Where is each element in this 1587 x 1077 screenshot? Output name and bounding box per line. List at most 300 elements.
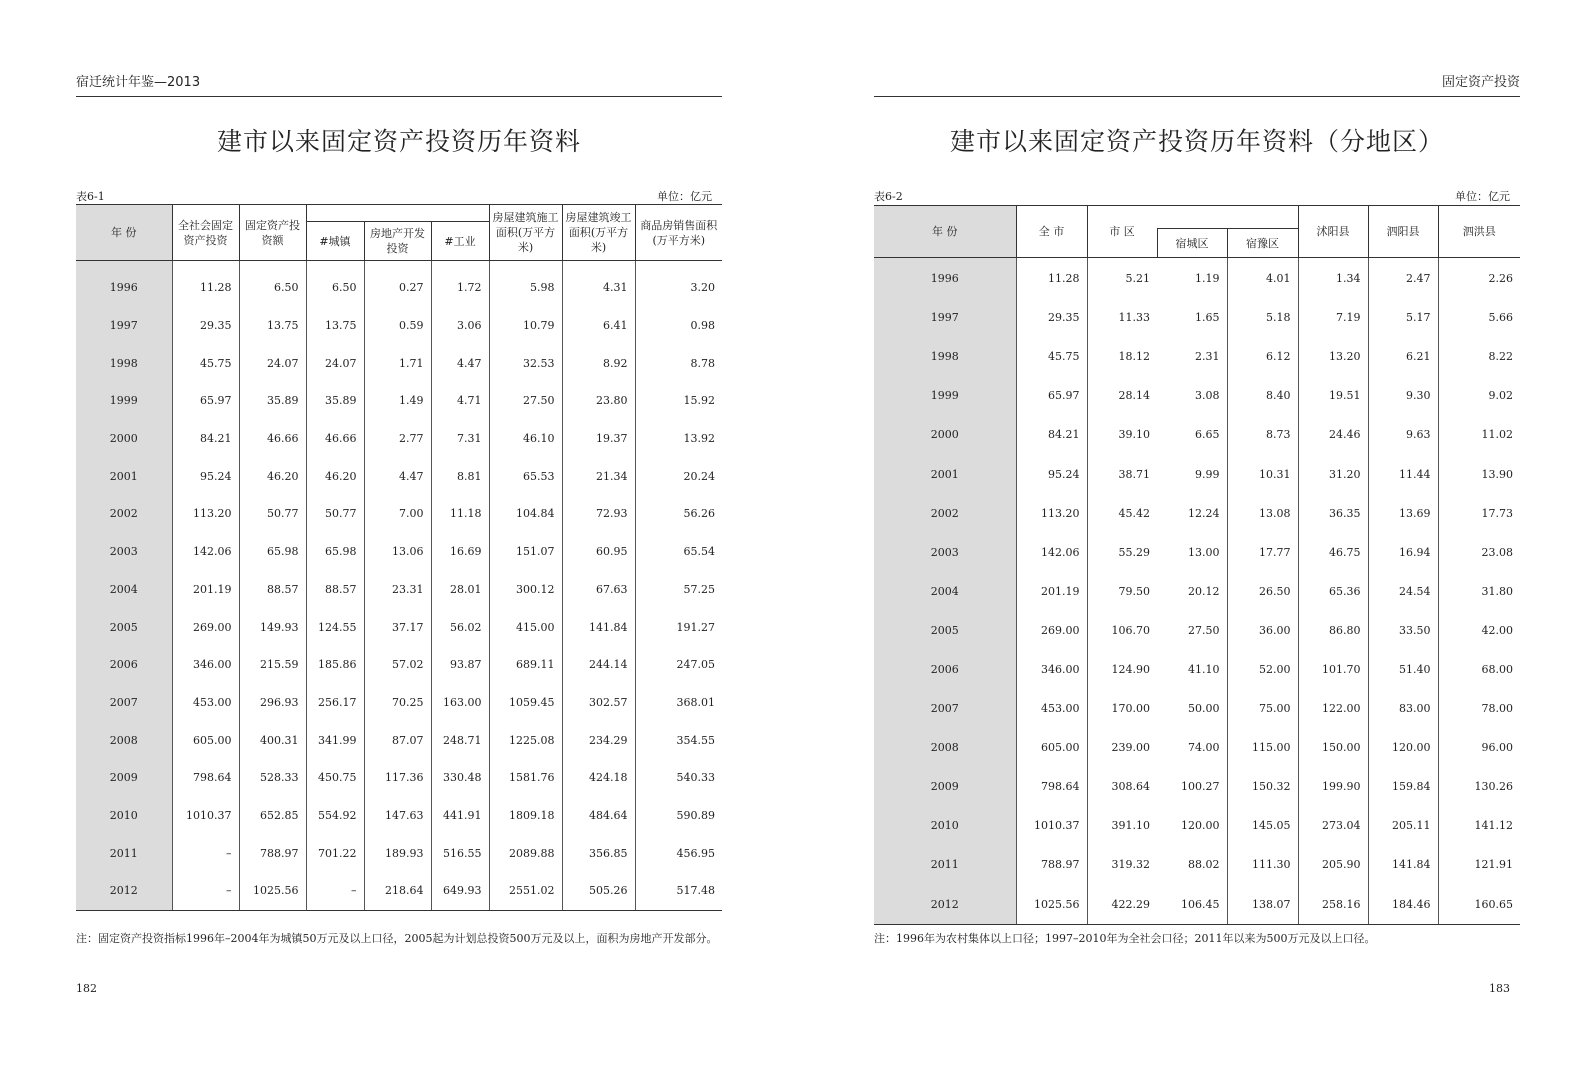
value-cell: 142.06 [1016, 533, 1087, 572]
value-cell: 13.75 [306, 307, 364, 345]
value-cell: 6.65 [1195, 428, 1220, 442]
value-cell: 201.19 [172, 571, 239, 609]
value-cell: 141.84 [1368, 845, 1438, 884]
value-cell: 11.28 [1016, 259, 1087, 298]
table-row [874, 806, 1520, 845]
value-cell: 505.26 [562, 872, 635, 910]
value-cell: 120.00 [1368, 728, 1438, 767]
value-cell: 29.35 [172, 307, 239, 345]
value-cell: 7.31 [431, 420, 489, 458]
year-cell: 2006 [874, 650, 1016, 689]
value-cell: – [306, 872, 364, 910]
value-cell: 13.92 [635, 420, 722, 458]
value-cell: 124.90 [1087, 650, 1157, 689]
value-cell: 2.77 [364, 420, 431, 458]
value-cell: 20.12 [1188, 584, 1220, 598]
value-cell: 300.12 [489, 571, 562, 609]
table-row [76, 684, 722, 722]
value-cell: 415.00 [489, 608, 562, 646]
value-cell: 163.00 [431, 684, 489, 722]
value-cell: 8.81 [431, 457, 489, 495]
running-head-right: 固定资产投资 [874, 74, 1520, 97]
value-cell: 24.54 [1368, 572, 1438, 611]
value-cell: 65.98 [239, 533, 306, 571]
value-cell: 50.00 [1188, 702, 1220, 716]
value-cell: 13.69 [1368, 494, 1438, 533]
value-cell: 215.59 [239, 646, 306, 684]
value-cell: 258.16 [1298, 885, 1368, 925]
year-cell: 2001 [874, 454, 1016, 493]
value-cell: 101.70 [1298, 650, 1368, 689]
table-row [874, 337, 1520, 376]
year-cell: 2000 [76, 420, 172, 458]
value-cell: 11.33 [1087, 298, 1157, 337]
value-cell: 400.31 [239, 721, 306, 759]
value-cell: 441.91 [431, 797, 489, 835]
value-cell: 4.71 [431, 382, 489, 420]
value-cell: 56.02 [431, 608, 489, 646]
value-cell: 57.02 [364, 646, 431, 684]
value-cell: – [172, 872, 239, 910]
table-row [76, 269, 722, 307]
value-cell: 150.00 [1298, 728, 1368, 767]
value-cell: 269.00 [1016, 611, 1087, 650]
value-cell: 368.01 [635, 684, 722, 722]
value-cell: 649.93 [431, 872, 489, 910]
value-cell: 65.98 [306, 533, 364, 571]
value-cell: 13.00 [1188, 545, 1220, 559]
table-row [76, 495, 722, 533]
value-cell: 46.20 [306, 457, 364, 495]
value-cell: 106.70 [1087, 611, 1157, 650]
value-cell: 17.77 [1227, 533, 1298, 572]
header-suyu: 宿豫区 [1227, 229, 1298, 258]
value-cell: 3.08 [1195, 389, 1220, 403]
value-cell: 2.47 [1368, 259, 1438, 298]
value-cell: 31.80 [1438, 572, 1520, 611]
year-cell: 2008 [76, 721, 172, 759]
value-cell: 78.00 [1438, 689, 1520, 728]
value-cell: 13.06 [364, 533, 431, 571]
header-siyang: 泗阳县 [1368, 206, 1438, 258]
value-cell: 70.25 [364, 684, 431, 722]
header-year: 年 份 [874, 206, 1016, 258]
value-cell: 124.55 [306, 608, 364, 646]
table-6-2 [874, 205, 1520, 925]
value-cell: 117.36 [364, 759, 431, 797]
value-cell: 1225.08 [489, 721, 562, 759]
value-cell: 45.75 [172, 344, 239, 382]
value-cell: 16.69 [431, 533, 489, 571]
value-cell: 10.79 [489, 307, 562, 345]
value-cell: 6.50 [306, 269, 364, 307]
value-cell: 60.95 [562, 533, 635, 571]
value-cell: 319.32 [1087, 845, 1157, 884]
header-group-blank [306, 205, 489, 222]
value-cell: 1809.18 [489, 797, 562, 835]
value-cell: 8.92 [562, 344, 635, 382]
value-cell: 0.98 [635, 307, 722, 345]
table-row [874, 845, 1520, 884]
value-cell: 528.33 [239, 759, 306, 797]
page-number: 183 [1489, 982, 1510, 995]
value-cell: 23.31 [364, 571, 431, 609]
value-cell: 2089.88 [489, 834, 562, 872]
value-cell: 12.24 [1188, 506, 1220, 520]
value-cell: 798.64 [172, 759, 239, 797]
value-cell: 689.11 [489, 646, 562, 684]
value-cell: 36.00 [1227, 611, 1298, 650]
value-cell: 86.80 [1298, 611, 1368, 650]
year-cell: 1996 [874, 259, 1016, 298]
value-cell: 95.24 [1016, 454, 1087, 493]
value-cell: 32.53 [489, 344, 562, 382]
value-cell: 605.00 [1016, 728, 1087, 767]
value-cell: 39.10 [1087, 415, 1157, 454]
value-cell: 56.26 [635, 495, 722, 533]
table-6-2-title: 建市以来固定资产投资历年资料（分地区） [949, 127, 1444, 156]
value-cell: 13.90 [1438, 454, 1520, 493]
value-cell: 19.37 [562, 420, 635, 458]
value-cell: 1581.76 [489, 759, 562, 797]
value-cell: 4.31 [562, 269, 635, 307]
value-cell: 341.99 [306, 721, 364, 759]
value-cell: 141.12 [1438, 806, 1520, 845]
table-6-2-body [874, 258, 1520, 925]
value-cell: 145.05 [1227, 806, 1298, 845]
value-cell: 9.63 [1368, 415, 1438, 454]
value-cell: 57.25 [635, 571, 722, 609]
running-head-left: 宿迁统计年鉴—2013 [76, 74, 722, 97]
value-cell: 0.27 [364, 269, 431, 307]
value-cell: 6.50 [239, 269, 306, 307]
value-cell: 19.51 [1298, 376, 1368, 415]
year-cell: 1999 [874, 376, 1016, 415]
value-cell: 72.93 [562, 495, 635, 533]
value-cell: 83.00 [1368, 689, 1438, 728]
table-row [874, 415, 1520, 454]
value-cell: 1.71 [364, 344, 431, 382]
value-cell: 4.47 [364, 457, 431, 495]
value-cell: 141.84 [562, 608, 635, 646]
value-cell: 484.64 [562, 797, 635, 835]
value-cell: 3.06 [431, 307, 489, 345]
header-sihong: 泗洪县 [1438, 206, 1520, 258]
table-row [874, 376, 1520, 415]
value-cell: 356.85 [562, 834, 635, 872]
table-row [874, 767, 1520, 806]
header-fixed: 固定资产投资额 [239, 205, 306, 261]
value-cell: 170.00 [1087, 689, 1157, 728]
value-cell: 13.08 [1227, 494, 1298, 533]
value-cell: 96.00 [1438, 728, 1520, 767]
value-cell: 36.35 [1298, 494, 1368, 533]
value-cell: – [172, 834, 239, 872]
spacer-row [76, 261, 722, 270]
table-row [874, 611, 1520, 650]
year-cell: 2001 [76, 457, 172, 495]
value-cell: 1.72 [431, 269, 489, 307]
value-cell: 5.98 [489, 269, 562, 307]
table-row [76, 646, 722, 684]
value-cell: 184.46 [1368, 885, 1438, 925]
table-row [874, 533, 1520, 572]
value-cell: 3.20 [635, 269, 722, 307]
value-cell: 151.07 [489, 533, 562, 571]
value-cell: 28.01 [431, 571, 489, 609]
value-cell: 11.02 [1438, 415, 1520, 454]
value-cell: 234.29 [562, 721, 635, 759]
table-row [76, 571, 722, 609]
value-cell: 189.93 [364, 834, 431, 872]
value-cell: 6.21 [1368, 337, 1438, 376]
value-cell: 11.28 [172, 269, 239, 307]
value-cell: 113.20 [172, 495, 239, 533]
table-row [76, 759, 722, 797]
year-cell: 2012 [76, 872, 172, 910]
value-cell: 248.71 [431, 721, 489, 759]
header-realestate: 房地产开发投资 [364, 222, 431, 261]
year-cell: 1996 [76, 269, 172, 307]
table-row [76, 307, 722, 345]
header-sucheng: 宿城区 [1157, 229, 1227, 258]
value-cell: 65.36 [1298, 572, 1368, 611]
value-cell: 23.80 [562, 382, 635, 420]
year-cell: 1997 [76, 307, 172, 345]
table-6-1-title: 建市以来固定资产投资历年资料 [216, 127, 581, 156]
value-cell: 100.27 [1181, 780, 1220, 794]
year-cell: 1997 [874, 298, 1016, 337]
value-cell: 88.02 [1188, 858, 1220, 872]
value-cell: 104.84 [489, 495, 562, 533]
year-cell: 1999 [76, 382, 172, 420]
value-cell: 24.07 [306, 344, 364, 382]
value-cell: 1.34 [1298, 259, 1368, 298]
table-row [76, 382, 722, 420]
value-cell: 453.00 [1016, 689, 1087, 728]
unit-label: 单位：亿元 [1455, 190, 1510, 203]
table-number: 表6-1 [76, 190, 105, 203]
value-cell: 15.92 [635, 382, 722, 420]
value-cell: 788.97 [1016, 845, 1087, 884]
value-cell: 540.33 [635, 759, 722, 797]
value-cell: 424.18 [562, 759, 635, 797]
value-cell: 218.64 [364, 872, 431, 910]
value-cell: 7.00 [364, 495, 431, 533]
table-note: 注：固定资产投资指标1996年–2004年为城镇50万元及以上口径，2005起为计划总投资500万元及以上，面积为房地产开发部分。 [76, 932, 718, 945]
value-cell: 88.57 [239, 571, 306, 609]
value-cell: 106.45 [1157, 885, 1227, 925]
value-cell: 302.57 [562, 684, 635, 722]
header-district: 市 区 [1087, 206, 1157, 258]
value-cell: 21.34 [562, 457, 635, 495]
value-cell: 1010.37 [1016, 806, 1087, 845]
value-cell: 68.00 [1438, 650, 1520, 689]
value-cell: 31.20 [1298, 454, 1368, 493]
value-cell: 5.17 [1368, 298, 1438, 337]
value-cell: 205.90 [1298, 845, 1368, 884]
value-cell: 1.65 [1195, 311, 1220, 325]
value-cell: 11.18 [431, 495, 489, 533]
value-cell: 1025.56 [239, 872, 306, 910]
value-cell: 256.17 [306, 684, 364, 722]
value-cell: 605.00 [172, 721, 239, 759]
value-cell: 50.77 [306, 495, 364, 533]
value-cell: 51.40 [1368, 650, 1438, 689]
value-cell: 23.08 [1438, 533, 1520, 572]
year-cell: 2009 [76, 759, 172, 797]
value-cell: 1025.56 [1016, 885, 1087, 925]
value-cell: 74.00 [1188, 741, 1220, 755]
value-cell: 46.66 [239, 420, 306, 458]
value-cell: 16.94 [1368, 533, 1438, 572]
value-cell: 46.10 [489, 420, 562, 458]
value-cell: 9.99 [1195, 467, 1220, 481]
value-cell: 46.75 [1298, 533, 1368, 572]
value-cell: 159.84 [1368, 767, 1438, 806]
value-cell: 88.57 [306, 571, 364, 609]
year-cell: 2008 [874, 728, 1016, 767]
table-row [874, 454, 1520, 493]
table-6-1 [76, 204, 722, 911]
table-row [874, 572, 1520, 611]
value-cell: 113.20 [1016, 494, 1087, 533]
value-cell: 24.46 [1298, 415, 1368, 454]
year-cell: 2012 [874, 885, 1016, 925]
value-cell: 354.55 [635, 721, 722, 759]
header-shuyang: 沭阳县 [1298, 206, 1368, 258]
value-cell: 701.22 [306, 834, 364, 872]
value-cell: 8.78 [635, 344, 722, 382]
value-cell: 67.63 [562, 571, 635, 609]
value-cell: 17.73 [1438, 494, 1520, 533]
value-cell: 1010.37 [172, 797, 239, 835]
year-cell: 2011 [874, 845, 1016, 884]
value-cell: 29.35 [1016, 298, 1087, 337]
right-page [874, 0, 1520, 1077]
value-cell: 37.17 [364, 608, 431, 646]
value-cell: 122.00 [1298, 689, 1368, 728]
value-cell: 346.00 [172, 646, 239, 684]
table-row [874, 259, 1520, 298]
year-cell: 2011 [76, 834, 172, 872]
year-cell: 2005 [76, 608, 172, 646]
year-cell: 2007 [76, 684, 172, 722]
value-cell: 652.85 [239, 797, 306, 835]
value-cell: 8.40 [1227, 376, 1298, 415]
value-cell: 79.50 [1087, 572, 1157, 611]
value-cell: 191.27 [635, 608, 722, 646]
value-cell: 65.97 [1016, 376, 1087, 415]
value-cell: 33.50 [1368, 611, 1438, 650]
value-cell: 93.87 [431, 646, 489, 684]
value-cell: 788.97 [239, 834, 306, 872]
value-cell: 2551.02 [489, 872, 562, 910]
table-row [76, 608, 722, 646]
value-cell: 4.01 [1227, 259, 1298, 298]
year-cell: 2003 [76, 533, 172, 571]
value-cell: 147.63 [364, 797, 431, 835]
value-cell: 450.75 [306, 759, 364, 797]
value-cell: 9.02 [1438, 376, 1520, 415]
value-cell: 453.00 [172, 684, 239, 722]
value-cell: 65.97 [172, 382, 239, 420]
value-cell: 111.30 [1227, 845, 1298, 884]
page-number: 182 [76, 982, 97, 995]
unit-label: 单位：亿元 [657, 190, 712, 203]
value-cell: 6.12 [1227, 337, 1298, 376]
left-page [76, 0, 722, 1077]
value-cell: 41.10 [1188, 662, 1220, 676]
year-cell: 2007 [874, 689, 1016, 728]
value-cell: 422.29 [1087, 885, 1157, 925]
value-cell: 5.66 [1438, 298, 1520, 337]
value-cell: 456.95 [635, 834, 722, 872]
value-cell: 11.44 [1368, 454, 1438, 493]
table-number: 表6-2 [874, 190, 903, 203]
header-total: 全社会固定资产投资 [172, 205, 239, 261]
value-cell: 798.64 [1016, 767, 1087, 806]
value-cell: 199.90 [1298, 767, 1368, 806]
value-cell: 45.75 [1016, 337, 1087, 376]
value-cell: 2.26 [1438, 259, 1520, 298]
value-cell: 27.50 [1188, 623, 1220, 637]
value-cell: 554.92 [306, 797, 364, 835]
year-cell: 2005 [874, 611, 1016, 650]
value-cell: 115.00 [1227, 728, 1298, 767]
year-cell: 2004 [874, 572, 1016, 611]
value-cell: 52.00 [1227, 650, 1298, 689]
year-cell: 2000 [874, 415, 1016, 454]
value-cell: 13.75 [239, 307, 306, 345]
value-cell: 8.22 [1438, 337, 1520, 376]
value-cell: 8.73 [1227, 415, 1298, 454]
value-cell: 46.66 [306, 420, 364, 458]
value-cell: 1.49 [364, 382, 431, 420]
header-urban: #城镇 [306, 222, 364, 261]
value-cell: 65.53 [489, 457, 562, 495]
value-cell: 0.59 [364, 307, 431, 345]
value-cell: 13.20 [1298, 337, 1368, 376]
table-row [76, 797, 722, 835]
value-cell: 244.14 [562, 646, 635, 684]
value-cell: 160.65 [1438, 885, 1520, 925]
value-cell: 330.48 [431, 759, 489, 797]
value-cell: 75.00 [1227, 689, 1298, 728]
value-cell: 346.00 [1016, 650, 1087, 689]
header-completed: 房屋建筑竣工面积(万平方米) [562, 205, 635, 261]
year-cell: 1998 [874, 337, 1016, 376]
value-cell: 269.00 [172, 608, 239, 646]
table-note: 注：1996年为农村集体以上口径；1997–2010年为全社会口径；2011年以来为500万元及以上口径。 [874, 932, 1376, 945]
value-cell: 4.47 [431, 344, 489, 382]
header-construction: 房屋建筑施工面积(万平方米) [489, 205, 562, 261]
value-cell: 26.50 [1227, 572, 1298, 611]
table-row [874, 885, 1520, 925]
table-row [874, 650, 1520, 689]
value-cell: 308.64 [1087, 767, 1157, 806]
year-cell: 2004 [76, 571, 172, 609]
value-cell: 138.07 [1227, 885, 1298, 925]
header-sales: 商品房销售面积(万平方米) [635, 205, 722, 261]
value-cell: 24.07 [239, 344, 306, 382]
value-cell: 10.31 [1227, 454, 1298, 493]
table-row [874, 728, 1520, 767]
header-city: 全 市 [1016, 206, 1087, 258]
value-cell: 65.54 [635, 533, 722, 571]
value-cell: 273.04 [1298, 806, 1368, 845]
value-cell: 28.14 [1087, 376, 1157, 415]
